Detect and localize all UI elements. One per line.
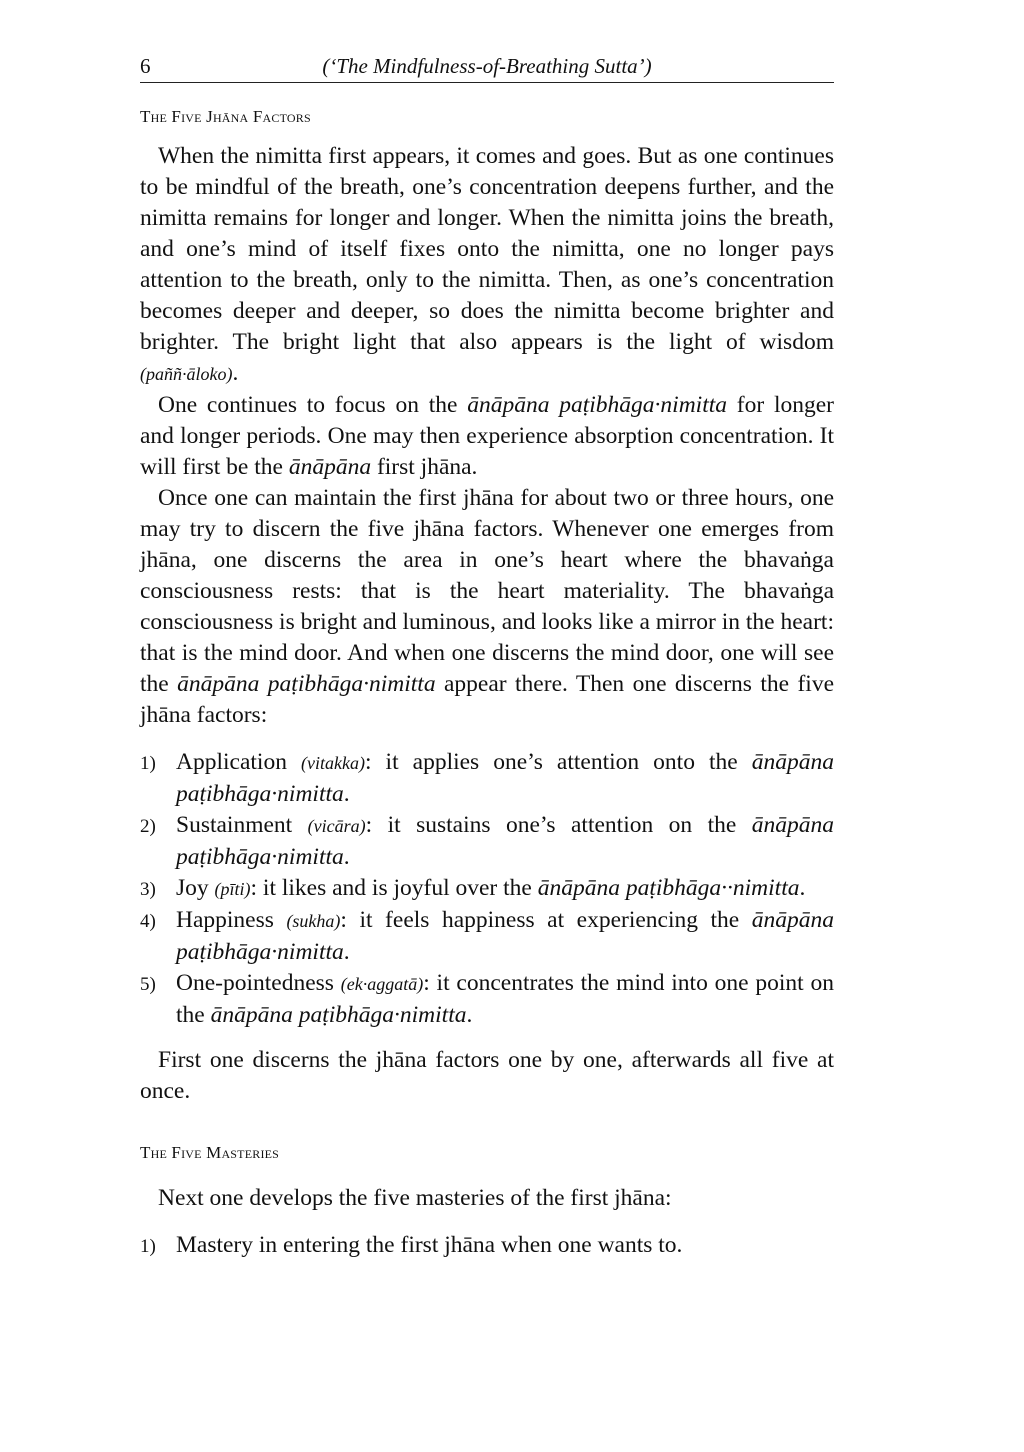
list-number: 5) [140, 974, 156, 995]
section-heading-masteries: The Five Masteries [140, 1143, 280, 1162]
list-number: 3) [140, 879, 156, 900]
list-item: 1) Application (vitakka): it applies one’s attention onto the ānāpāna paṭibhāga·nimitta. [140, 749, 834, 807]
book-page [140, 48, 834, 1275]
pali-term: ānāpāna paṭibhāga·nimitta [467, 392, 728, 418]
pali-term: (vicāra) [307, 816, 366, 836]
running-header [140, 48, 834, 83]
pali-term: ānāpāna paṭibhāga·nimitta [176, 749, 834, 807]
list-item: 3) Joy (pīti): it likes and is joyful over the ānāpāna paṭibhāga··nimitta. [140, 873, 834, 905]
pali-term: ānāpāna paṭibhāga··nimitta [537, 875, 800, 901]
list-number: 4) [140, 911, 156, 932]
list-item: 1) Mastery in entering the first jhāna when one wants to. [140, 1230, 834, 1261]
running-title: (‘The Mindfulness-of-Breathing Sutta’) [322, 54, 652, 78]
paragraph-nimitta-appears: When the nimitta first appears, it comes and goes. But as one continues to be mindful of the breath, one’s concentration deepens further, and the nimitta remains for longer and longer. When the nimitta joins the breath, and one’s mind of itself fixes onto the nimitta, one no longer pays attention to the breath, only to the nimitta. Then, as one’s concentration becomes deeper and deeper, so does the nimitta become brighter and brighter. The bright light that also appears is the light of wisdom (paññ·āloko). [140, 143, 834, 386]
pali-term: ānāpāna paṭibhāga·nimitta [176, 812, 834, 870]
page-number: 6 [140, 54, 151, 78]
pali-term: ānāpāna paṭibhāga·nimitta [176, 907, 835, 965]
pali-term: ānāpāna paṭibhāga·nimitta [210, 1002, 467, 1028]
pali-term: (sukha) [286, 911, 341, 931]
paragraph-masteries-intro: Next one develops the five masteries of the first jhāna: [158, 1185, 672, 1211]
list-number: 2) [140, 816, 156, 837]
pali-term: ānāpāna [288, 454, 372, 480]
jhana-factors-list [140, 747, 834, 1031]
masteries-list [140, 1230, 834, 1261]
pali-term: (paññ·āloko) [140, 364, 233, 384]
section-heading-jhana-factors: The Five Jhāna Factors [140, 107, 311, 126]
paragraph-absorption: One continues to focus on the ānāpāna paṭibhāga·nimitta for longer and longer periods. One may then experience absorption concentration. It will first be the ānāpāna first jhāna. [140, 392, 835, 480]
list-item: 4) Happiness (sukha): it feels happiness at experiencing the ānāpāna paṭibhāga·nimitta. [140, 907, 835, 965]
pali-term: ānāpāna paṭibhāga·nimitta [177, 671, 436, 697]
pali-term: (ek·aggatā) [340, 974, 424, 994]
paragraph-factors-at-once: First one discerns the jhāna factors one by one, afterwards all five at once. [140, 1047, 834, 1104]
pali-term: (pīti) [214, 879, 251, 899]
paragraph-discern-factors: Once one can maintain the first jhāna for about two or three hours, one may try to discern the five jhāna factors. Whenever one emerges from jhāna, one discerns the area in one’s heart where the bhavaṅga consciousness rests: that is the heart materiality. The bhavaṅga consciousness is bright and luminous, and looks like a mirror in the heart: that is the mind door. And when one discerns the mind door, one will see the ānāpāna paṭibhāga·nimitta appear there. Then one discerns the five jhāna factors: [140, 485, 834, 728]
pali-term: (vitakka) [301, 753, 365, 773]
list-number: 1) [140, 753, 156, 774]
list-item: 5) One-pointedness (ek·aggatā): it concentrates the mind into one point on the ānāpāna paṭibhāga·nimitta. [140, 970, 834, 1028]
list-item: 2) Sustainment (vicāra): it sustains one’s attention on the ānāpāna paṭibhāga·nimitta. [140, 812, 834, 870]
list-number: 1) [140, 1236, 156, 1257]
